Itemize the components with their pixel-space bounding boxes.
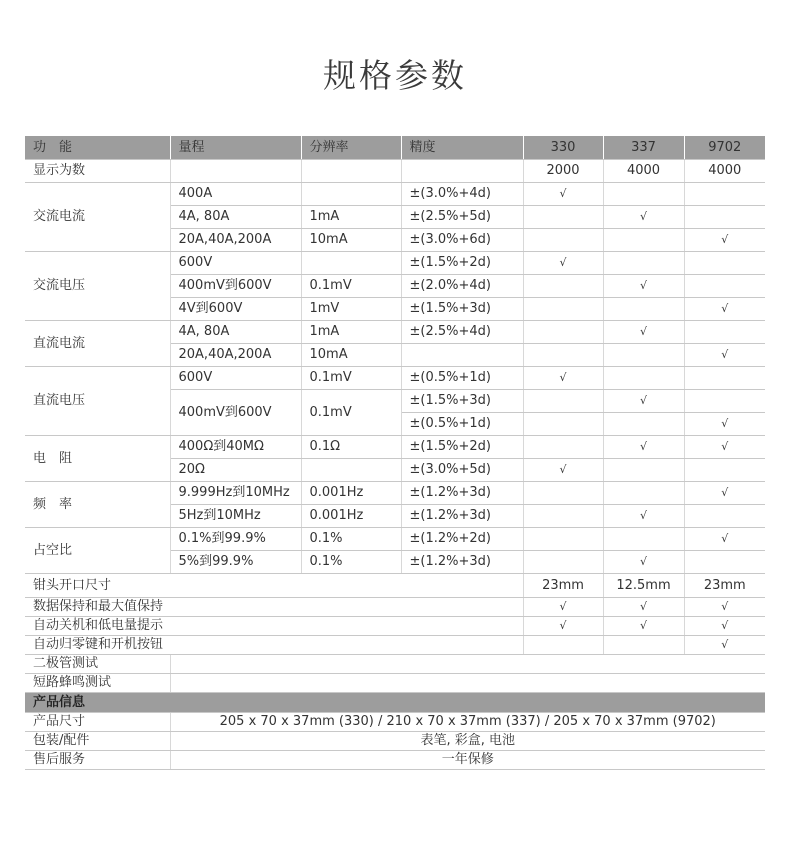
function-category: 直流电压 (25, 367, 170, 436)
table-row (25, 528, 765, 551)
resolution-cell (301, 459, 401, 482)
check-cell (523, 436, 603, 459)
check-cell: √ (603, 206, 684, 229)
product-info-heading: 产品信息 (25, 693, 765, 713)
range-cell: 20Ω (170, 459, 301, 482)
range-cell: 20A,40A,200A (170, 344, 301, 367)
check-cell: √ (603, 275, 684, 298)
check-cell: √ (523, 598, 603, 617)
feature-label: 二极管测试 (25, 655, 170, 674)
range-cell: 4A, 80A (170, 321, 301, 344)
header-resolution: 分辨率 (301, 136, 401, 160)
table-row (25, 482, 765, 505)
header-function: 功 能 (25, 136, 170, 160)
range-cell: 0.1%到99.9% (170, 528, 301, 551)
table-row (25, 367, 765, 390)
range-cell: 4V到600V (170, 298, 301, 321)
header-range: 量程 (170, 136, 301, 160)
check-cell: √ (684, 636, 765, 655)
check-cell: √ (684, 482, 765, 505)
section-header-row (25, 693, 765, 713)
resolution-cell: 10mA (301, 229, 401, 252)
check-cell (603, 183, 684, 206)
check-cell (603, 482, 684, 505)
resolution-cell: 0.001Hz (301, 482, 401, 505)
check-cell (603, 636, 684, 655)
display-count-value: 4000 (684, 160, 765, 183)
empty-cell (401, 160, 523, 183)
table-row (25, 674, 765, 693)
accuracy-cell: ±(3.0%+5d) (401, 459, 523, 482)
product-value: 205 x 70 x 37mm (330) / 210 x 70 x 37mm (337) / 205 x 70 x 37mm (9702) (170, 713, 765, 732)
function-category: 频 率 (25, 482, 170, 528)
feature-label: 自动关机和低电量提示 (25, 617, 523, 636)
check-cell (523, 298, 603, 321)
header-model-9702: 9702 (684, 136, 765, 160)
function-category: 交流电流 (25, 183, 170, 252)
accuracy-cell: ±(1.2%+3d) (401, 551, 523, 574)
product-value: 表笔, 彩盒, 电池 (170, 732, 765, 751)
accuracy-cell (401, 344, 523, 367)
check-cell (684, 459, 765, 482)
resolution-cell: 0.1% (301, 528, 401, 551)
header-model-337: 337 (603, 136, 684, 160)
resolution-cell: 10mA (301, 344, 401, 367)
check-cell (523, 505, 603, 528)
check-cell (603, 252, 684, 275)
check-cell: √ (684, 617, 765, 636)
check-cell: √ (603, 321, 684, 344)
check-cell: √ (684, 528, 765, 551)
check-cell (523, 344, 603, 367)
product-label: 包装/配件 (25, 732, 170, 751)
check-cell (523, 321, 603, 344)
header-accuracy: 精度 (401, 136, 523, 160)
check-cell (684, 505, 765, 528)
accuracy-cell: ±(1.5%+3d) (401, 298, 523, 321)
empty-cell (170, 160, 301, 183)
check-cell (603, 298, 684, 321)
table-row (25, 636, 765, 655)
check-cell: √ (684, 598, 765, 617)
check-cell (603, 413, 684, 436)
table-row (25, 713, 765, 732)
accuracy-cell: ±(1.5%+2d) (401, 252, 523, 275)
check-cell (523, 229, 603, 252)
accuracy-cell: ±(1.2%+3d) (401, 505, 523, 528)
check-cell (684, 390, 765, 413)
jaw-size-value: 23mm (684, 574, 765, 598)
check-cell (684, 321, 765, 344)
display-count-value: 2000 (523, 160, 603, 183)
resolution-cell: 0.1mV (301, 367, 401, 390)
display-count-value: 4000 (603, 160, 684, 183)
display-count-label: 显示为数 (25, 160, 170, 183)
accuracy-cell: ±(3.0%+6d) (401, 229, 523, 252)
check-cell (523, 636, 603, 655)
range-cell: 20A,40A,200A (170, 229, 301, 252)
check-cell (523, 413, 603, 436)
check-cell: √ (684, 436, 765, 459)
accuracy-cell: ±(1.2%+2d) (401, 528, 523, 551)
check-cell: √ (523, 367, 603, 390)
accuracy-cell: ±(0.5%+1d) (401, 367, 523, 390)
accuracy-cell: ±(2.5%+4d) (401, 321, 523, 344)
range-cell: 400mV到600V (170, 390, 301, 436)
accuracy-cell: ±(1.5%+3d) (401, 390, 523, 413)
range-cell: 400mV到600V (170, 275, 301, 298)
resolution-cell (301, 183, 401, 206)
range-cell: 600V (170, 252, 301, 275)
jaw-size-value: 12.5mm (603, 574, 684, 598)
table-row (25, 617, 765, 636)
function-category: 电 阻 (25, 436, 170, 482)
table-row (25, 598, 765, 617)
resolution-cell: 1mV (301, 298, 401, 321)
check-cell (523, 551, 603, 574)
range-cell: 4A, 80A (170, 206, 301, 229)
feature-label: 短路蜂鸣测试 (25, 674, 170, 693)
check-cell: √ (603, 505, 684, 528)
check-cell (684, 252, 765, 275)
check-cell (603, 459, 684, 482)
resolution-cell: 0.1% (301, 551, 401, 574)
check-cell: √ (523, 183, 603, 206)
check-cell: √ (603, 598, 684, 617)
empty-cell (301, 160, 401, 183)
page-title: 规格参数 (323, 56, 467, 95)
check-cell: √ (684, 413, 765, 436)
table-row (25, 751, 765, 770)
function-category: 直流电流 (25, 321, 170, 367)
range-cell: 5%到99.9% (170, 551, 301, 574)
accuracy-cell: ±(2.5%+5d) (401, 206, 523, 229)
check-cell (684, 367, 765, 390)
check-cell: √ (523, 459, 603, 482)
check-cell (684, 275, 765, 298)
table-row (25, 436, 765, 459)
check-cell (523, 390, 603, 413)
range-cell: 5Hz到10MHz (170, 505, 301, 528)
table-header-row (25, 136, 765, 160)
function-category: 交流电压 (25, 252, 170, 321)
check-cell (523, 275, 603, 298)
resolution-cell: 0.001Hz (301, 505, 401, 528)
check-cell: √ (684, 344, 765, 367)
table-row (25, 252, 765, 275)
accuracy-cell: ±(0.5%+1d) (401, 413, 523, 436)
table-row (25, 183, 765, 206)
range-cell: 400A (170, 183, 301, 206)
range-cell: 400Ω到40MΩ (170, 436, 301, 459)
table-row (25, 321, 765, 344)
accuracy-cell: ±(1.2%+3d) (401, 482, 523, 505)
check-cell: √ (603, 551, 684, 574)
check-cell (523, 482, 603, 505)
table-row (25, 655, 765, 674)
check-cell (523, 206, 603, 229)
table-row (25, 732, 765, 751)
spec-table-body (25, 160, 765, 770)
check-cell: √ (684, 229, 765, 252)
resolution-cell: 0.1mV (301, 390, 401, 436)
accuracy-cell: ±(3.0%+4d) (401, 183, 523, 206)
check-cell: √ (523, 617, 603, 636)
resolution-cell: 0.1mV (301, 275, 401, 298)
check-cell (603, 367, 684, 390)
resolution-cell (301, 252, 401, 275)
table-row (25, 574, 765, 598)
feature-label: 数据保持和最大值保持 (25, 598, 523, 617)
feature-label: 自动归零键和开机按钮 (25, 636, 523, 655)
check-cell: √ (523, 252, 603, 275)
check-cell (603, 229, 684, 252)
jaw-size-label: 钳头开口尺寸 (25, 574, 523, 598)
resolution-cell: 1mA (301, 206, 401, 229)
check-cell (684, 206, 765, 229)
accuracy-cell: ±(2.0%+4d) (401, 275, 523, 298)
resolution-cell: 1mA (301, 321, 401, 344)
check-cell (603, 528, 684, 551)
check-cell: √ (603, 617, 684, 636)
check-cell (523, 528, 603, 551)
empty-cell (170, 674, 765, 693)
check-cell (684, 183, 765, 206)
accuracy-cell: ±(1.5%+2d) (401, 436, 523, 459)
function-category: 占空比 (25, 528, 170, 574)
check-cell: √ (603, 390, 684, 413)
range-cell: 9.999Hz到10MHz (170, 482, 301, 505)
check-cell: √ (603, 436, 684, 459)
check-cell (603, 344, 684, 367)
product-value: 一年保修 (170, 751, 765, 770)
check-cell: √ (684, 298, 765, 321)
product-label: 售后服务 (25, 751, 170, 770)
header-model-330: 330 (523, 136, 603, 160)
resolution-cell: 0.1Ω (301, 436, 401, 459)
spec-table (25, 136, 765, 770)
table-row (25, 160, 765, 183)
range-cell: 600V (170, 367, 301, 390)
product-label: 产品尺寸 (25, 713, 170, 732)
jaw-size-value: 23mm (523, 574, 603, 598)
check-cell (684, 551, 765, 574)
empty-cell (170, 655, 765, 674)
